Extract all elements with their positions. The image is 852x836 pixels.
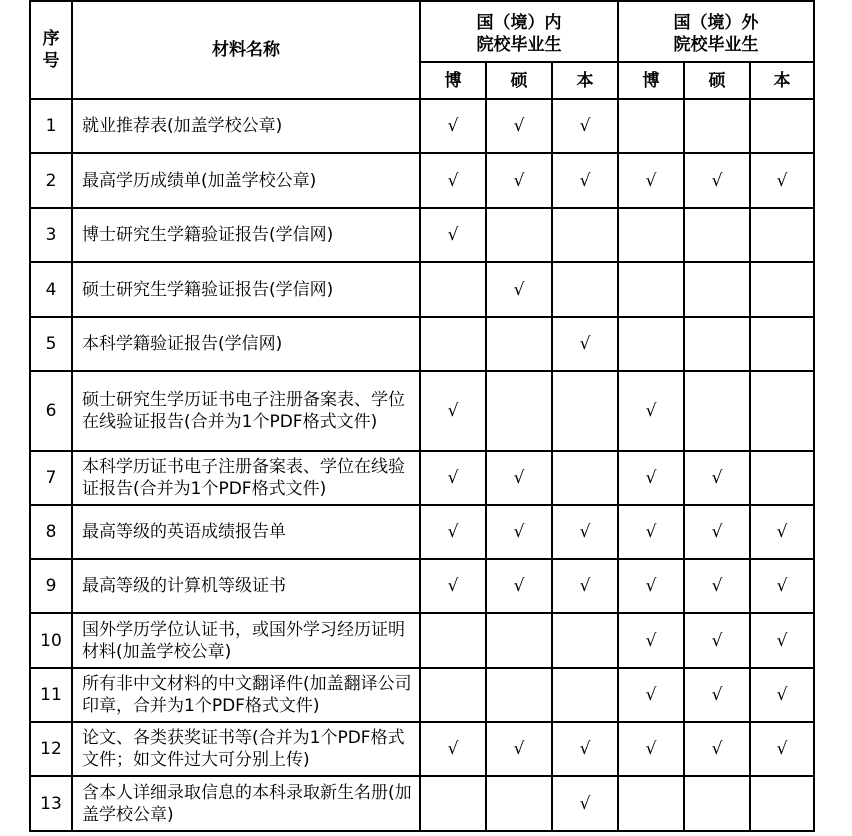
material-name: 国外学历学位认证书，或国外学习经历证明材料(加盖学校公章) — [72, 613, 420, 668]
check-mark-overseas-bachelor — [750, 317, 814, 371]
check-mark-overseas-master — [684, 262, 750, 317]
check-mark-overseas-bachelor: √ — [750, 153, 814, 208]
check-mark-overseas-master: √ — [684, 668, 750, 722]
check-mark-domestic-bachelor — [552, 668, 618, 722]
check-mark-domestic-master — [486, 208, 552, 262]
table-row — [30, 262, 814, 317]
degree-header-overseas-master: 硕 — [684, 62, 750, 99]
check-mark-overseas-phd: √ — [618, 505, 684, 559]
check-mark-overseas-bachelor: √ — [750, 722, 814, 776]
check-mark-domestic-phd: √ — [420, 99, 486, 153]
degree-header-overseas-bachelor: 本 — [750, 62, 814, 99]
check-mark-overseas-master: √ — [684, 613, 750, 668]
table-row — [30, 559, 814, 613]
check-mark-domestic-phd: √ — [420, 451, 486, 505]
table-row — [30, 153, 814, 208]
row-index: 13 — [30, 776, 72, 831]
check-mark-overseas-bachelor: √ — [750, 613, 814, 668]
row-index: 8 — [30, 505, 72, 559]
check-mark-domestic-bachelor: √ — [552, 722, 618, 776]
check-mark-overseas-bachelor: √ — [750, 559, 814, 613]
degree-header-domestic-phd: 博 — [420, 62, 486, 99]
table-row — [30, 505, 814, 559]
check-mark-domestic-bachelor — [552, 208, 618, 262]
check-mark-overseas-phd: √ — [618, 451, 684, 505]
row-index: 12 — [30, 722, 72, 776]
check-mark-domestic-bachelor — [552, 262, 618, 317]
check-mark-domestic-phd: √ — [420, 153, 486, 208]
check-mark-overseas-phd: √ — [618, 371, 684, 451]
check-mark-domestic-bachelor: √ — [552, 153, 618, 208]
check-mark-overseas-phd — [618, 262, 684, 317]
material-name: 论文、各类获奖证书等(合并为1个PDF格式文件；如文件过大可分别上传) — [72, 722, 420, 776]
check-mark-overseas-bachelor — [750, 371, 814, 451]
check-mark-domestic-phd — [420, 776, 486, 831]
check-mark-domestic-master — [486, 317, 552, 371]
check-mark-domestic-phd — [420, 317, 486, 371]
check-mark-overseas-bachelor — [750, 776, 814, 831]
check-mark-domestic-phd: √ — [420, 559, 486, 613]
check-mark-overseas-phd: √ — [618, 559, 684, 613]
table-row — [30, 371, 814, 451]
check-mark-domestic-bachelor: √ — [552, 505, 618, 559]
check-mark-overseas-bachelor — [750, 208, 814, 262]
overseas-header-line1: 国（境）外 — [673, 12, 759, 33]
row-index: 7 — [30, 451, 72, 505]
check-mark-domestic-bachelor — [552, 613, 618, 668]
index-header — [30, 1, 72, 99]
check-mark-domestic-bachelor: √ — [552, 559, 618, 613]
check-mark-overseas-phd — [618, 317, 684, 371]
material-name: 就业推荐表(加盖学校公章) — [72, 99, 420, 153]
material-name: 本科学历证书电子注册备案表、学位在线验证报告(合并为1个PDF格式文件) — [72, 451, 420, 505]
material-name: 所有非中文材料的中文翻译件(加盖翻译公司印章，合并为1个PDF格式文件) — [72, 668, 420, 722]
check-mark-domestic-bachelor: √ — [552, 99, 618, 153]
degree-header-domestic-bachelor: 本 — [552, 62, 618, 99]
check-mark-overseas-phd: √ — [618, 668, 684, 722]
degree-header-overseas-phd: 博 — [618, 62, 684, 99]
row-index: 1 — [30, 99, 72, 153]
check-mark-domestic-master: √ — [486, 559, 552, 613]
check-mark-domestic-master: √ — [486, 262, 552, 317]
check-mark-domestic-phd — [420, 668, 486, 722]
check-mark-overseas-phd: √ — [618, 153, 684, 208]
check-mark-domestic-bachelor — [552, 451, 618, 505]
material-name: 最高学历成绩单(加盖学校公章) — [72, 153, 420, 208]
check-mark-domestic-master: √ — [486, 505, 552, 559]
check-mark-overseas-master: √ — [684, 153, 750, 208]
index-header-char-1: 序 — [42, 29, 60, 49]
material-name: 硕士研究生学籍验证报告(学信网) — [72, 262, 420, 317]
check-mark-domestic-phd: √ — [420, 371, 486, 451]
material-name: 含本人详细录取信息的本科录取新生名册(加盖学校公章) — [72, 776, 420, 831]
check-mark-domestic-master — [486, 776, 552, 831]
check-mark-overseas-bachelor — [750, 451, 814, 505]
check-mark-domestic-phd: √ — [420, 722, 486, 776]
name-header: 材料名称 — [72, 1, 420, 99]
table-row — [30, 99, 814, 153]
degree-header-domestic-master: 硕 — [486, 62, 552, 99]
table-row — [30, 208, 814, 262]
check-mark-overseas-phd — [618, 208, 684, 262]
check-mark-domestic-master: √ — [486, 451, 552, 505]
check-mark-domestic-master — [486, 613, 552, 668]
check-mark-domestic-master: √ — [486, 153, 552, 208]
check-mark-overseas-bachelor — [750, 99, 814, 153]
check-mark-domestic-phd — [420, 613, 486, 668]
check-mark-overseas-master — [684, 208, 750, 262]
check-mark-domestic-bachelor — [552, 371, 618, 451]
row-index: 2 — [30, 153, 72, 208]
check-mark-domestic-master: √ — [486, 722, 552, 776]
material-name: 最高等级的英语成绩报告单 — [72, 505, 420, 559]
table-row — [30, 613, 814, 668]
table-row — [30, 722, 814, 776]
check-mark-domestic-bachelor: √ — [552, 776, 618, 831]
check-mark-overseas-master — [684, 317, 750, 371]
overseas-graduates-header — [618, 1, 814, 62]
check-mark-domestic-master — [486, 371, 552, 451]
material-name: 博士研究生学籍验证报告(学信网) — [72, 208, 420, 262]
check-mark-overseas-master: √ — [684, 505, 750, 559]
check-mark-domestic-master: √ — [486, 99, 552, 153]
check-mark-overseas-master: √ — [684, 451, 750, 505]
row-index: 10 — [30, 613, 72, 668]
check-mark-overseas-master — [684, 371, 750, 451]
row-index: 5 — [30, 317, 72, 371]
check-mark-domestic-bachelor: √ — [552, 317, 618, 371]
check-mark-overseas-phd: √ — [618, 613, 684, 668]
domestic-header-line1: 国（境）内 — [476, 12, 562, 33]
header-row-top — [30, 1, 814, 62]
material-name: 硕士研究生学历证书电子注册备案表、学位在线验证报告(合并为1个PDF格式文件) — [72, 371, 420, 451]
check-mark-domestic-phd — [420, 262, 486, 317]
check-mark-domestic-phd: √ — [420, 208, 486, 262]
check-mark-overseas-phd: √ — [618, 722, 684, 776]
check-mark-overseas-master — [684, 776, 750, 831]
row-index: 3 — [30, 208, 72, 262]
table-row — [30, 776, 814, 831]
table-row — [30, 317, 814, 371]
domestic-header-line2: 院校毕业生 — [476, 34, 562, 55]
domestic-graduates-header — [420, 1, 618, 62]
check-mark-overseas-phd — [618, 776, 684, 831]
row-index: 11 — [30, 668, 72, 722]
materials-table — [29, 0, 815, 832]
check-mark-domestic-master — [486, 668, 552, 722]
material-name: 最高等级的计算机等级证书 — [72, 559, 420, 613]
table-row — [30, 451, 814, 505]
check-mark-domestic-phd: √ — [420, 505, 486, 559]
row-index: 6 — [30, 371, 72, 451]
check-mark-overseas-master: √ — [684, 722, 750, 776]
check-mark-overseas-bachelor: √ — [750, 505, 814, 559]
material-name: 本科学籍验证报告(学信网) — [72, 317, 420, 371]
check-mark-overseas-bachelor — [750, 262, 814, 317]
index-header-char-2: 号 — [42, 51, 60, 71]
overseas-header-line2: 院校毕业生 — [673, 34, 759, 55]
check-mark-overseas-bachelor: √ — [750, 668, 814, 722]
check-mark-overseas-master — [684, 99, 750, 153]
table-row — [30, 668, 814, 722]
check-mark-overseas-master: √ — [684, 559, 750, 613]
row-index: 9 — [30, 559, 72, 613]
row-index: 4 — [30, 262, 72, 317]
check-mark-overseas-phd — [618, 99, 684, 153]
